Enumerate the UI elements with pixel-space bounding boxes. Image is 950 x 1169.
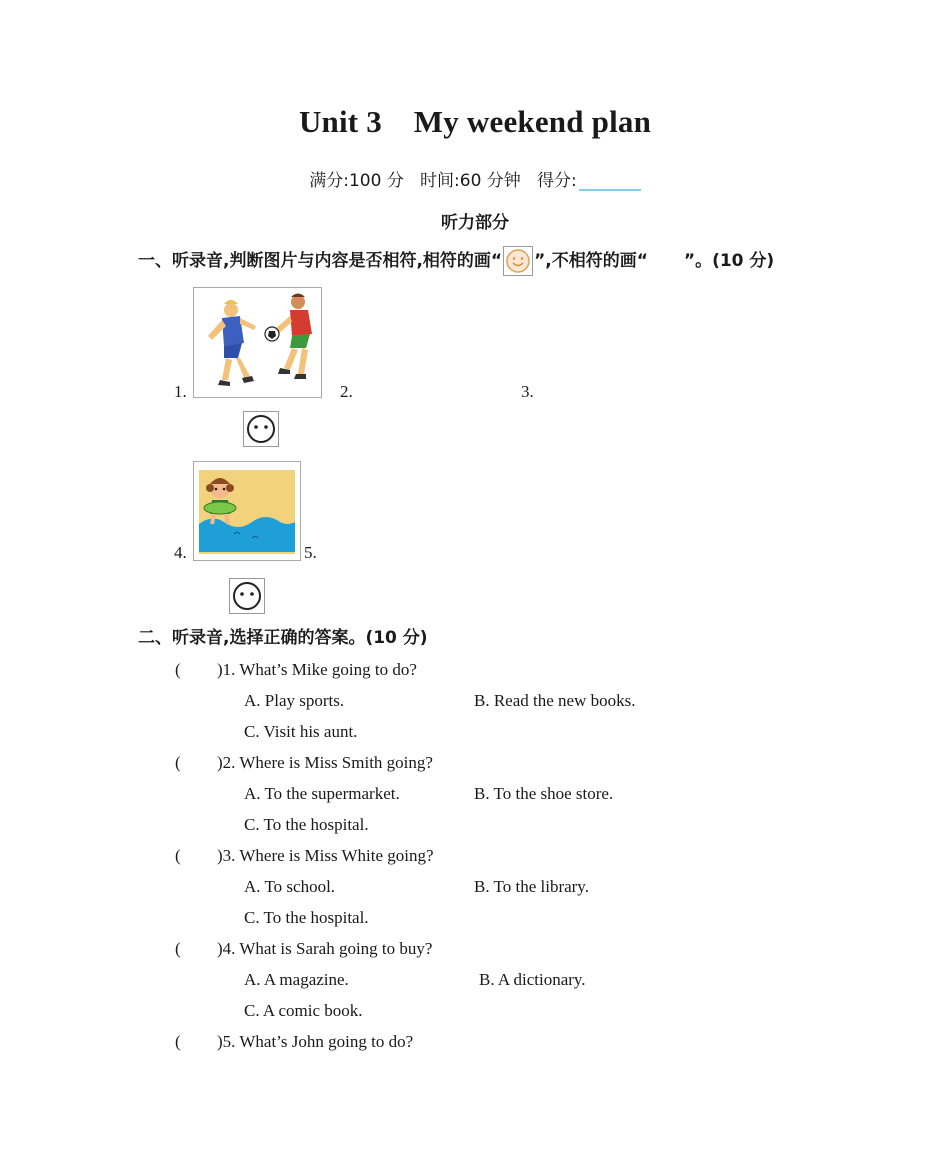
option-1c[interactable]: C. Visit his aunt. (244, 722, 358, 741)
item-3-number: 3. (521, 382, 534, 401)
question-3: )3. Where is Miss White going? (217, 846, 434, 865)
option-3a[interactable]: A. To school. (244, 877, 336, 896)
section-label: 听力部分 (441, 213, 509, 233)
option-4b[interactable]: B. A dictionary. (479, 970, 586, 989)
item-1-number: 1. (174, 382, 187, 401)
answer-face-box[interactable] (229, 578, 265, 614)
paren-open: ( (175, 939, 181, 958)
item-5-number: 5. (304, 543, 317, 562)
question-1: )1. What’s Mike going to do? (217, 660, 417, 679)
football-picture (193, 287, 322, 398)
score-blank[interactable] (579, 171, 641, 191)
option-4c[interactable]: C. A comic book. (244, 1001, 363, 1020)
part1-heading: 一、听录音,判断图片与内容是否相符,相符的画“ ”,不相符的画“ ”。(10 分) (138, 246, 774, 276)
question-4: )4. What is Sarah going to buy? (217, 939, 433, 958)
part2-heading: 二、听录音,选择正确的答案。(10 分) (138, 628, 428, 648)
option-3b[interactable]: B. To the library. (474, 877, 589, 896)
answer-face-box[interactable] (243, 411, 279, 447)
paren-open: ( (175, 1032, 181, 1051)
paren-open: ( (175, 753, 181, 772)
option-2b[interactable]: B. To the shoe store. (474, 784, 614, 803)
exam-meta (0, 166, 950, 191)
question-5: )5. What’s John going to do? (217, 1032, 414, 1051)
beach-picture (193, 461, 301, 561)
option-4a[interactable]: A. A magazine. (244, 970, 349, 989)
full-score: 满分:100 分 (309, 171, 404, 191)
option-3c[interactable]: C. To the hospital. (244, 908, 369, 927)
option-2a[interactable]: A. To the supermarket. (244, 784, 400, 803)
option-1b[interactable]: B. Read the new books. (474, 691, 636, 710)
item-4-number: 4. (174, 543, 187, 562)
option-2c[interactable]: C. To the hospital. (244, 815, 369, 834)
item-2-number: 2. (340, 382, 353, 401)
paren-open: ( (175, 660, 181, 679)
question-2: )2. Where is Miss Smith going? (217, 753, 433, 772)
score-label: 得分: (537, 171, 577, 191)
time-limit: 时间:60 分钟 (420, 171, 521, 191)
page-title: Unit 3 My weekend plan (298, 104, 652, 139)
paren-open: ( (175, 846, 181, 865)
option-1a[interactable]: A. Play sports. (244, 691, 345, 710)
smiley-icon (503, 246, 533, 276)
